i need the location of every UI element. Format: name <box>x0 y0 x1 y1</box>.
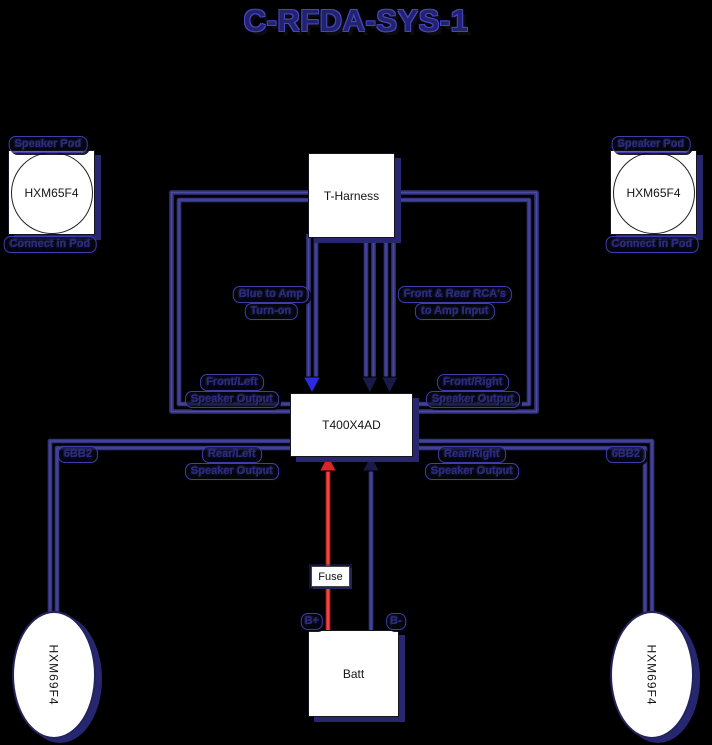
label-battery-positive <box>301 613 323 630</box>
label-left-harness-code <box>58 446 98 463</box>
amplifier-label: T400X4AD <box>322 418 381 432</box>
amplifier-node <box>290 393 413 457</box>
rca-arrowhead-icon <box>362 377 379 393</box>
label-line: Speaker Output <box>426 391 520 408</box>
label-line: Speaker Output <box>425 463 519 480</box>
label-rear-right-output <box>425 446 519 480</box>
label-line: 6BB2 <box>58 446 98 463</box>
label-line: B+ <box>301 613 323 630</box>
fuse-label <box>311 566 350 587</box>
label-left-connect-in-pod <box>4 236 97 253</box>
label-rca <box>398 286 512 320</box>
left-pod-model: HXM65F4 <box>24 185 79 200</box>
t-harness-label: T-Harness <box>323 188 380 203</box>
label-turn-on <box>233 286 309 320</box>
fuse-text: Fuse <box>318 570 343 583</box>
label-line: Connect in Pod <box>4 236 97 253</box>
label-front-right-output <box>426 374 520 408</box>
label-right-speaker-pod <box>612 136 691 153</box>
right-pod-model: HXM65F4 <box>626 185 681 200</box>
diagram-title: C-RFDA-SYS-1 <box>243 3 469 38</box>
label-battery-negative <box>386 613 406 630</box>
label-line: B- <box>386 613 406 630</box>
power-arrowhead-icon <box>320 455 337 471</box>
label-front-left-output <box>185 374 279 408</box>
wire-rca-2 <box>382 234 399 393</box>
label-line: Speaker Pod <box>612 136 691 153</box>
ground-arrowhead-icon <box>363 455 380 471</box>
left-rear-speaker-node <box>12 611 96 739</box>
label-line: to Amp Input <box>415 303 494 320</box>
turn-on-arrowhead-icon <box>304 377 321 393</box>
label-line: Blue to Amp <box>233 286 309 303</box>
right-rear-speaker-model: HXM69F4 <box>645 644 659 706</box>
left-speaker-pod-node <box>8 150 95 235</box>
battery-node <box>308 630 399 717</box>
right-speaker-pod-node <box>610 150 697 235</box>
label-rear-left-output <box>185 446 279 480</box>
right-rear-speaker-node <box>610 611 694 739</box>
label-line: 6BB2 <box>606 446 646 463</box>
left-rear-speaker-model: HXM69F4 <box>47 644 61 706</box>
wire-battery-negative <box>363 455 380 632</box>
label-line: Turn-on <box>245 303 298 320</box>
label-line: Front/Right <box>437 374 508 391</box>
label-line: Rear/Right <box>438 446 506 463</box>
left-pod-speaker-circle <box>11 152 93 234</box>
label-left-speaker-pod <box>9 136 88 153</box>
right-pod-speaker-circle <box>613 152 695 234</box>
wire-battery-positive <box>320 455 337 632</box>
label-line: Speaker Output <box>185 391 279 408</box>
label-line: Speaker Output <box>185 463 279 480</box>
label-line: Front/Left <box>200 374 263 391</box>
battery-label: Batt <box>342 666 365 681</box>
label-line: Connect in Pod <box>606 236 699 253</box>
rca-arrowhead-icon <box>382 377 399 393</box>
t-harness-node <box>308 153 395 238</box>
label-right-connect-in-pod <box>606 236 699 253</box>
label-line: Speaker Pod <box>9 136 88 153</box>
wire-rca-1 <box>362 234 379 393</box>
label-line: Rear/Left <box>202 446 262 463</box>
label-line: Front & Rear RCA's <box>398 286 512 303</box>
label-right-harness-code <box>606 446 646 463</box>
